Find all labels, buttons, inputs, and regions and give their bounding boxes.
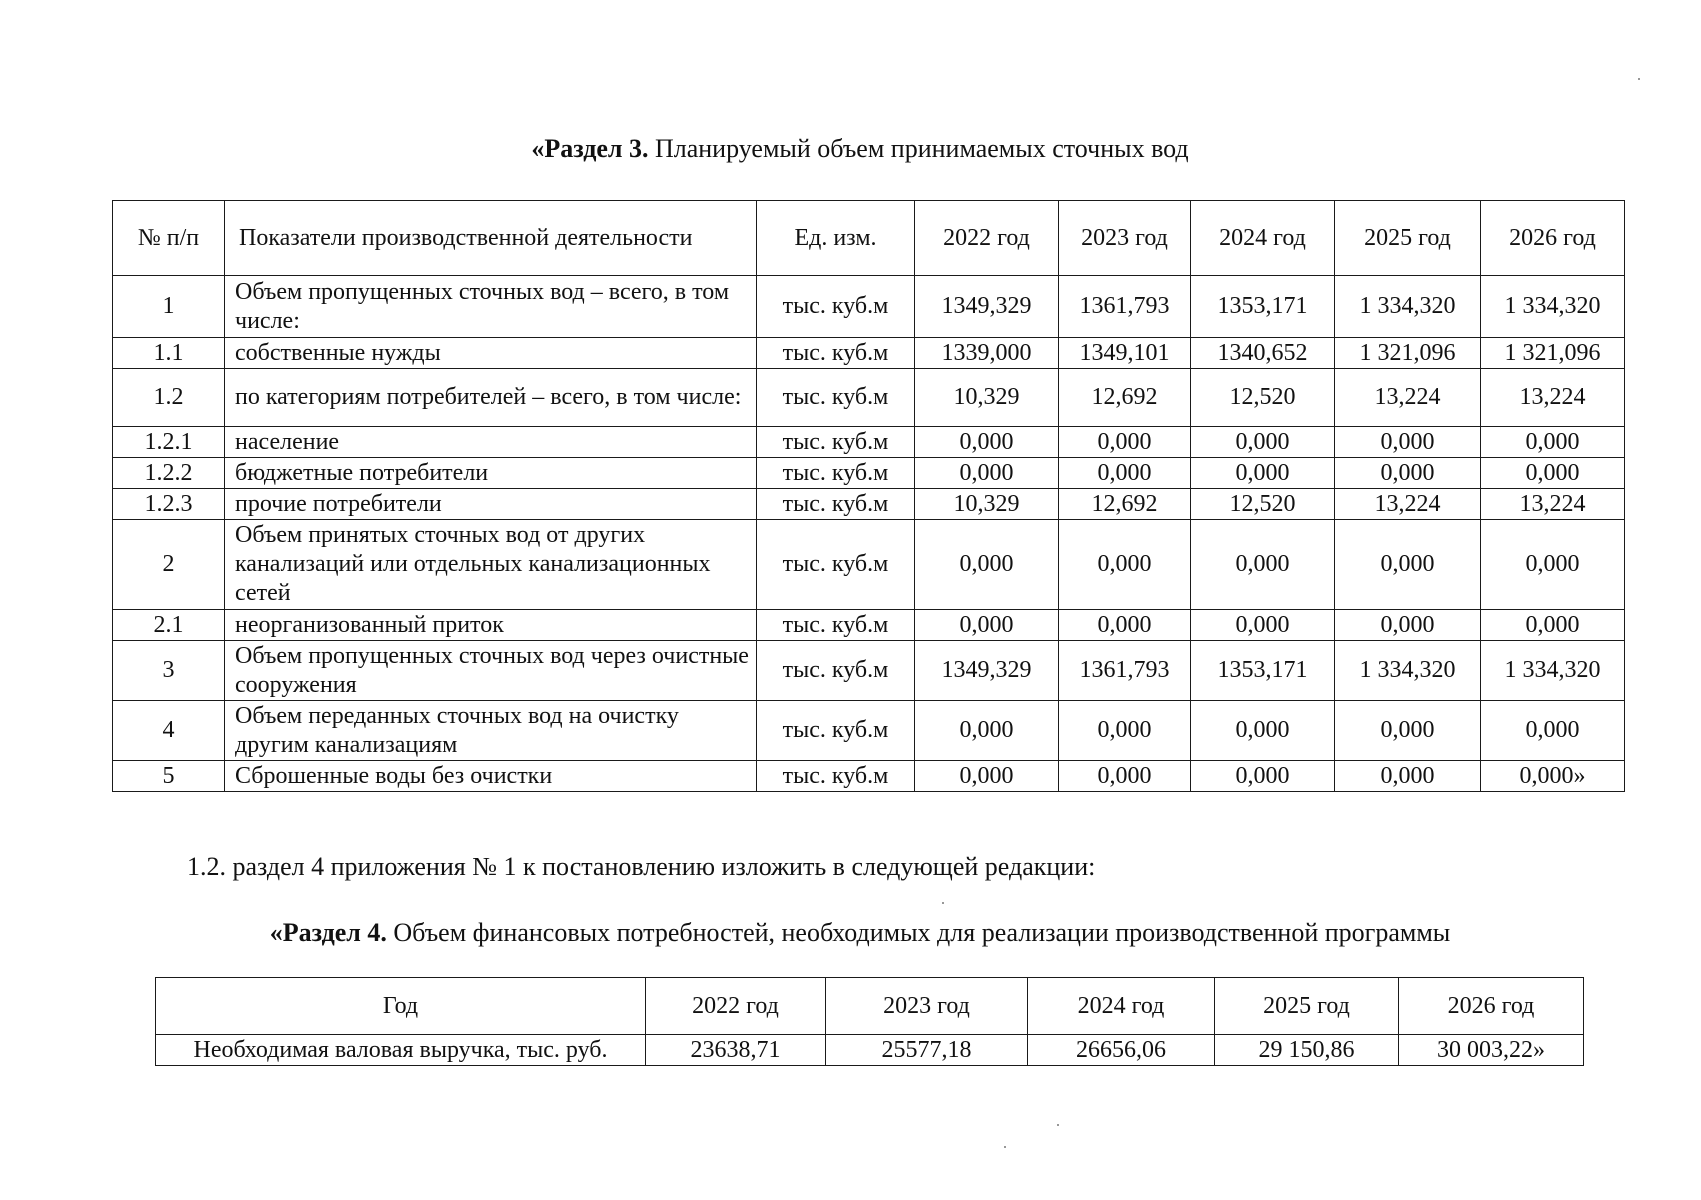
header-cell: 2024 год [1028, 978, 1215, 1035]
value-cell: 0,000 [1059, 701, 1191, 761]
value-cell: 13,224 [1335, 489, 1481, 520]
table-row [113, 369, 1625, 427]
wastewater-volume-table [112, 200, 1625, 792]
value-cell: 25577,18 [826, 1035, 1028, 1066]
table-row [113, 458, 1625, 489]
indicator-name: неорганизованный приток [225, 610, 757, 641]
table-row [113, 338, 1625, 369]
value-cell: 0,000 [1059, 427, 1191, 458]
scan-speck [1004, 1146, 1006, 1148]
row-number: 1.2 [113, 369, 225, 427]
table-row [113, 641, 1625, 701]
row-number: 1.2.1 [113, 427, 225, 458]
unit-cell: тыс. куб.м [757, 641, 915, 701]
value-cell: 1353,171 [1191, 276, 1335, 338]
value-cell: 1 321,096 [1481, 338, 1625, 369]
row-number: 1 [113, 276, 225, 338]
value-cell: 0,000 [1059, 520, 1191, 610]
row-label: Необходимая валовая выручка, тыс. руб. [156, 1035, 646, 1066]
indicator-name: Объем принятых сточных вод от других канализаций или отдельных канализационных сетей [225, 520, 757, 610]
indicator-name: бюджетные потребители [225, 458, 757, 489]
value-cell: 1349,329 [915, 276, 1059, 338]
section-4-title-bold: «Раздел 4. [269, 918, 387, 947]
value-cell: 12,520 [1191, 369, 1335, 427]
value-cell: 1 334,320 [1335, 641, 1481, 701]
unit-cell: тыс. куб.м [757, 338, 915, 369]
unit-cell: тыс. куб.м [757, 427, 915, 458]
row-number: 3 [113, 641, 225, 701]
unit-cell: тыс. куб.м [757, 520, 915, 610]
value-cell: 0,000 [1191, 427, 1335, 458]
value-cell: 0,000 [915, 761, 1059, 792]
value-cell: 1 334,320 [1335, 276, 1481, 338]
financial-needs-table [155, 977, 1584, 1066]
table-row [113, 610, 1625, 641]
table-row [113, 427, 1625, 458]
value-cell: 0,000» [1481, 761, 1625, 792]
value-cell: 1349,101 [1059, 338, 1191, 369]
indicator-name: Объем переданных сточных вод на очистку другим канализациям [225, 701, 757, 761]
value-cell: 0,000 [1335, 458, 1481, 489]
value-cell: 1361,793 [1059, 641, 1191, 701]
value-cell: 29 150,86 [1215, 1035, 1399, 1066]
value-cell: 1 321,096 [1335, 338, 1481, 369]
unit-cell: тыс. куб.м [757, 276, 915, 338]
value-cell: 10,329 [915, 489, 1059, 520]
value-cell: 12,520 [1191, 489, 1335, 520]
unit-cell: тыс. куб.м [757, 369, 915, 427]
value-cell: 12,692 [1059, 369, 1191, 427]
unit-cell: тыс. куб.м [757, 701, 915, 761]
indicator-name: население [225, 427, 757, 458]
header-cell: Показатели производственной деятельности [225, 201, 757, 276]
value-cell: 10,329 [915, 369, 1059, 427]
indicator-name: Сброшенные воды без очистки [225, 761, 757, 792]
row-number: 1.2.2 [113, 458, 225, 489]
amendment-paragraph: 1.2. раздел 4 приложения № 1 к постановлению изложить в следующей редакции: [187, 852, 1096, 881]
table-row [113, 761, 1625, 792]
value-cell: 0,000 [1191, 610, 1335, 641]
value-cell: 0,000 [1481, 520, 1625, 610]
header-cell: Год [156, 978, 646, 1035]
unit-cell: тыс. куб.м [757, 761, 915, 792]
table-row [113, 701, 1625, 761]
value-cell: 0,000 [1191, 520, 1335, 610]
value-cell: 0,000 [1335, 610, 1481, 641]
table-header-row [113, 201, 1625, 276]
value-cell: 1361,793 [1059, 276, 1191, 338]
header-cell: 2022 год [915, 201, 1059, 276]
value-cell: 12,692 [1059, 489, 1191, 520]
value-cell: 0,000 [1335, 701, 1481, 761]
header-cell: № п/п [113, 201, 225, 276]
header-cell: Ед. изм. [757, 201, 915, 276]
unit-cell: тыс. куб.м [757, 610, 915, 641]
value-cell: 13,224 [1481, 489, 1625, 520]
indicator-name: по категориям потребителей – всего, в том числе: [225, 369, 757, 427]
value-cell: 0,000 [1059, 761, 1191, 792]
row-number: 2 [113, 520, 225, 610]
indicator-name: прочие потребители [225, 489, 757, 520]
value-cell: 0,000 [1335, 427, 1481, 458]
row-number: 1.2.3 [113, 489, 225, 520]
value-cell: 1353,171 [1191, 641, 1335, 701]
section-3-title-text: Планируемый объем принимаемых сточных вод [648, 134, 1189, 163]
value-cell: 23638,71 [646, 1035, 826, 1066]
value-cell: 1 334,320 [1481, 641, 1625, 701]
header-cell: 2026 год [1481, 201, 1625, 276]
value-cell: 0,000 [1335, 761, 1481, 792]
row-number: 1.1 [113, 338, 225, 369]
value-cell: 0,000 [915, 427, 1059, 458]
header-cell: 2023 год [1059, 201, 1191, 276]
value-cell: 1339,000 [915, 338, 1059, 369]
section-3-title [0, 134, 1701, 164]
value-cell: 0,000 [915, 701, 1059, 761]
header-cell: 2025 год [1335, 201, 1481, 276]
value-cell: 0,000 [1191, 701, 1335, 761]
section-3-title-bold: «Раздел 3. [531, 134, 649, 163]
header-cell: 2026 год [1399, 978, 1584, 1035]
value-cell: 1340,652 [1191, 338, 1335, 369]
value-cell: 0,000 [1191, 761, 1335, 792]
indicator-name: собственные нужды [225, 338, 757, 369]
row-number: 5 [113, 761, 225, 792]
value-cell: 30 003,22» [1399, 1035, 1584, 1066]
value-cell: 0,000 [915, 610, 1059, 641]
value-cell: 13,224 [1335, 369, 1481, 427]
header-cell: 2023 год [826, 978, 1028, 1035]
value-cell: 0,000 [1481, 427, 1625, 458]
table-row [113, 276, 1625, 338]
section-4-title [0, 918, 1701, 948]
header-cell: 2022 год [646, 978, 826, 1035]
value-cell: 0,000 [1481, 701, 1625, 761]
table-body [113, 276, 1625, 792]
table-row [113, 520, 1625, 610]
table-row [156, 1035, 1584, 1066]
value-cell: 13,224 [1481, 369, 1625, 427]
unit-cell: тыс. куб.м [757, 489, 915, 520]
header-cell: 2025 год [1215, 978, 1399, 1035]
indicator-name: Объем пропущенных сточных вод – всего, в том числе: [225, 276, 757, 338]
value-cell: 1349,329 [915, 641, 1059, 701]
scan-speck [1057, 1124, 1059, 1126]
value-cell: 0,000 [1059, 610, 1191, 641]
value-cell: 0,000 [1481, 610, 1625, 641]
section-4-title-text: Объем финансовых потребностей, необходимых для реализации производственной программы [386, 918, 1451, 947]
indicator-name: Объем пропущенных сточных вод через очистные сооружения [225, 641, 757, 701]
value-cell: 0,000 [1335, 520, 1481, 610]
header-cell: 2024 год [1191, 201, 1335, 276]
table-header-row [156, 978, 1584, 1035]
value-cell: 0,000 [1191, 458, 1335, 489]
value-cell: 1 334,320 [1481, 276, 1625, 338]
row-number: 2.1 [113, 610, 225, 641]
row-number: 4 [113, 701, 225, 761]
value-cell: 0,000 [1481, 458, 1625, 489]
table-row [113, 489, 1625, 520]
scan-speck [1638, 78, 1640, 80]
unit-cell: тыс. куб.м [757, 458, 915, 489]
value-cell: 26656,06 [1028, 1035, 1215, 1066]
scan-speck [942, 902, 944, 904]
value-cell: 0,000 [915, 520, 1059, 610]
value-cell: 0,000 [1059, 458, 1191, 489]
value-cell: 0,000 [915, 458, 1059, 489]
